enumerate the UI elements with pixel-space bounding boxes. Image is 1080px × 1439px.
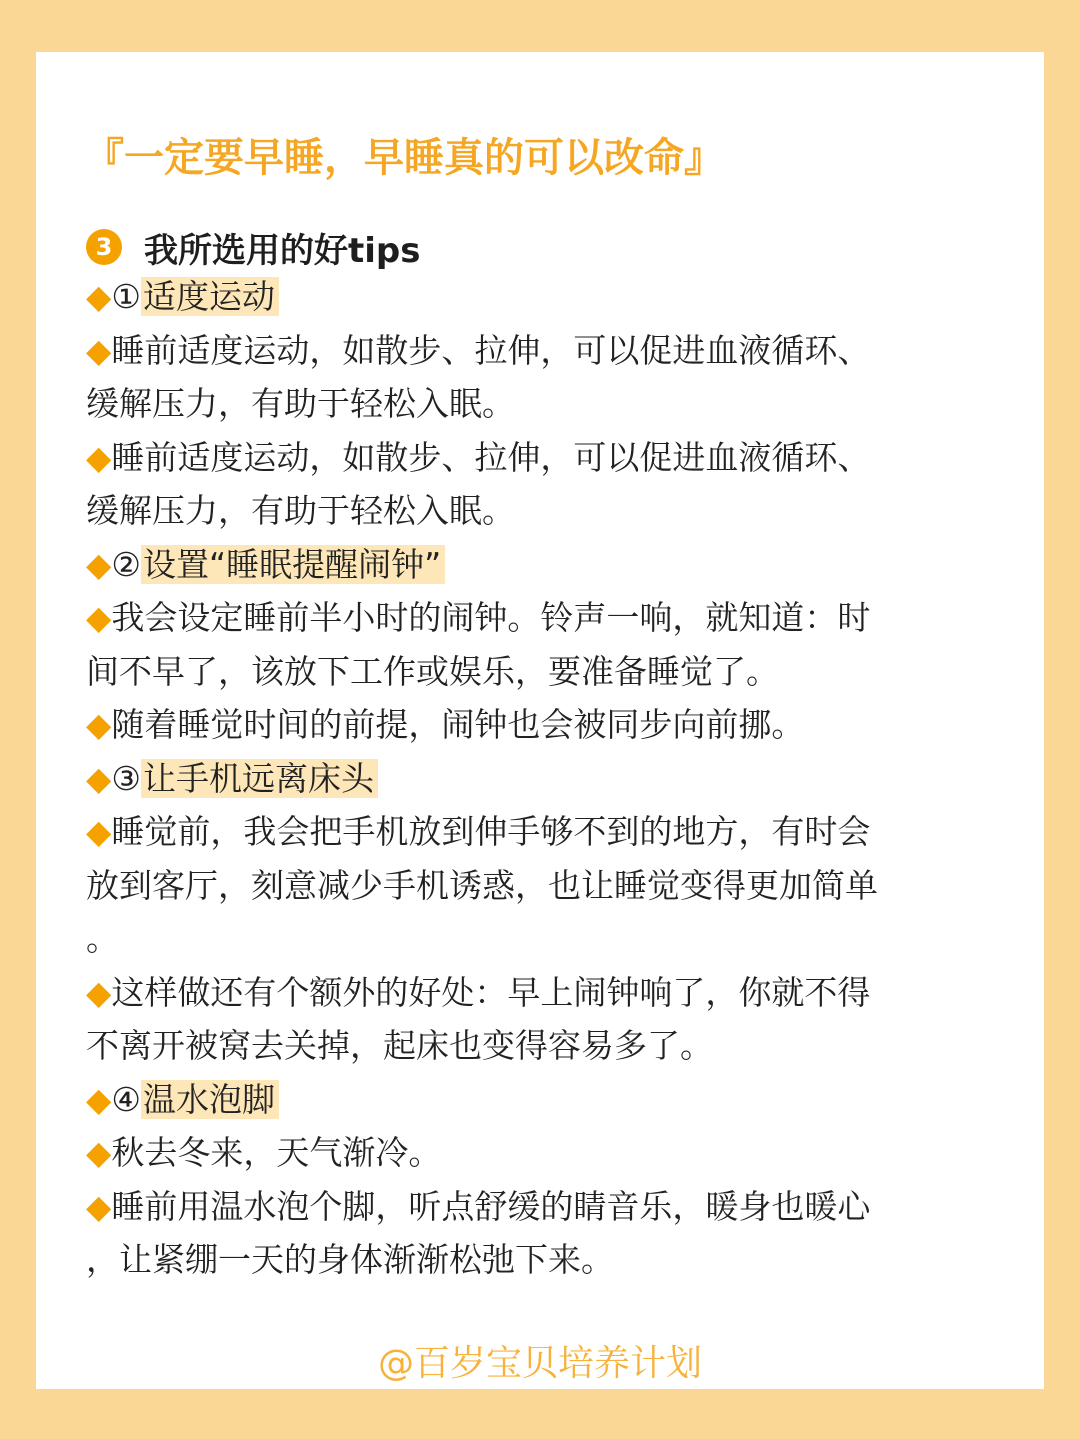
line-text: 缓解压力，有助于轻松入眠。 [86,491,515,530]
line-text: 睡前用温水泡个脚，听点舒缓的睛音乐，暖身也暖心 [111,1186,871,1226]
tip-line [86,912,1006,966]
highlighted-tip-title: 温水泡脚 [141,1080,279,1119]
tip-line [86,859,1006,913]
line-text: 秋去冬来，天气渐冷。 [111,1133,442,1172]
diamond-bullet-icon: ◆ [86,705,112,744]
line-text: 缓解压力，有助于轻松入眠。 [86,384,515,423]
diamond-bullet-icon: ◆ [86,1186,112,1226]
tip-line [86,805,1006,859]
line-text: ③ [111,758,141,798]
diamond-bullet-icon: ◆ [86,598,112,637]
diamond-bullet-icon: ◆ [86,544,112,584]
diamond-bullet-icon: ◆ [86,1079,112,1119]
line-text: 我会设定睡前半小时的闹钟。铃声一响，就知道：时 [111,598,871,637]
line-text: 这样做还有个额外的好处：早上闹钟响了，你就不得 [111,972,871,1012]
tip-line [86,324,1006,378]
line-text: ，让紧绷一天的身体渐渐松弛下来。 [86,1240,614,1279]
tip-line [86,1233,1006,1287]
diamond-bullet-icon: ◆ [86,758,112,798]
diamond-bullet-icon: ◆ [86,812,112,851]
line-text: 睡觉前，我会把手机放到伸手够不到的地方，有时会 [111,812,871,851]
diamond-bullet-icon: ◆ [86,277,112,316]
line-text: 间不早了，该放下工作或娱乐，要准备睡觉了。 [86,651,779,691]
diamond-bullet-icon: ◆ [86,330,112,370]
tip-line [86,1019,1006,1073]
line-text: 睡前适度运动，如散步、拉伸，可以促进血液循环、 [111,437,871,477]
tip-line [86,591,1006,645]
line-text: ① [111,277,141,316]
tip-heading [86,270,1006,324]
page-title: 『一定要早睡，早睡真的可以改命』 [84,135,724,181]
tip-line [86,698,1006,752]
tip-heading [86,1073,1006,1127]
section-title: 我所选用的好tips [144,230,421,271]
tip-line [86,966,1006,1020]
author-watermark: @百岁宝贝培养计划 [377,1343,702,1384]
tip-heading [86,752,1006,806]
diamond-bullet-icon: ◆ [86,972,112,1012]
number-badge: 3 [86,229,122,265]
tip-line [86,377,1006,431]
line-text: ④ [111,1079,141,1119]
highlighted-tip-title: 设置“睡眠提醒闹钟” [141,545,445,584]
tip-heading [86,538,1006,592]
section-header [86,222,420,272]
tip-line [86,484,1006,538]
tip-line [86,1126,1006,1180]
highlighted-tip-title: 适度运动 [141,277,279,316]
tip-line [86,431,1006,485]
line-text: ② [111,544,141,584]
line-text: 不离开被窝去关掉，起床也变得容易多了。 [86,1026,713,1065]
diamond-bullet-icon: ◆ [86,1133,112,1172]
line-text: 。 [86,919,119,958]
line-text: 睡前适度运动，如散步、拉伸，可以促进血液循环、 [111,330,871,370]
highlighted-tip-title: 让手机远离床头 [141,759,378,798]
tip-line [86,1180,1006,1234]
diamond-bullet-icon: ◆ [86,437,112,477]
line-text: 放到客厅，刻意减少手机诱惑，也让睡觉变得更加简单 [86,865,878,905]
tips-content [86,270,1006,1287]
tip-line [86,645,1006,699]
line-text: 随着睡觉时间的前提，闹钟也会被同步向前挪。 [111,705,805,744]
